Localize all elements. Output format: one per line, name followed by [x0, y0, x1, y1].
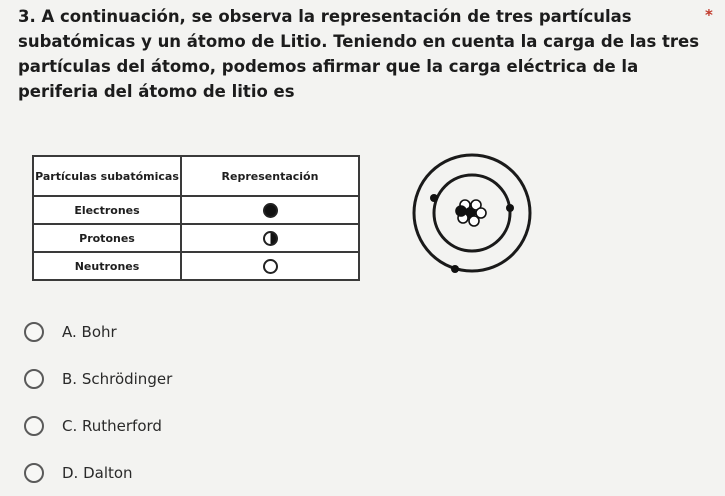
empty-circle-icon: [263, 259, 278, 274]
particle-name: Electrones: [33, 196, 181, 224]
particle-symbol-cell: [181, 224, 359, 252]
table-header-row: [33, 156, 359, 196]
header-representation: Representación: [181, 156, 359, 196]
filled-circle-icon: [263, 203, 278, 218]
half-filled-circle-icon: [263, 231, 278, 246]
header-particles: Partículas subatómicas: [33, 156, 181, 196]
option-label: A. Bohr: [62, 322, 117, 341]
lithium-atom-diagram: [412, 147, 536, 287]
particle-name: Protones: [33, 224, 181, 252]
option-c[interactable]: [24, 402, 172, 449]
question-text: 3. A continuación, se observa la representación de tres partículas subatómicas y un átomo de Litio. Teniendo en cuenta la carga de las tres partículas del átomo, podemos afirmar que la carga eléctrica de la periferia del átomo de litio es: [18, 7, 700, 101]
table-row: [33, 196, 359, 224]
radio-button[interactable]: [24, 369, 44, 389]
option-label: B. Schrödinger: [62, 369, 173, 388]
option-d[interactable]: [24, 449, 172, 496]
option-label: C. Rutherford: [62, 416, 162, 435]
table-row: [33, 224, 359, 252]
particle-symbol-cell: [181, 196, 359, 224]
required-mark: *: [705, 6, 713, 24]
table-row: [33, 252, 359, 280]
option-label: D. Dalton: [62, 463, 133, 482]
electron-dot: [430, 194, 438, 202]
radio-button[interactable]: [24, 322, 44, 342]
option-b[interactable]: [24, 355, 172, 402]
radio-button[interactable]: [24, 416, 44, 436]
answer-options: [24, 308, 172, 496]
particle-name: Neutrones: [33, 252, 181, 280]
option-a[interactable]: [24, 308, 172, 355]
radio-button[interactable]: [24, 463, 44, 483]
electron-dot: [506, 204, 514, 212]
particle-symbol-cell: [181, 252, 359, 280]
electron-dot: [451, 265, 459, 273]
particles-table: [32, 155, 360, 281]
nucleus: [456, 200, 486, 226]
